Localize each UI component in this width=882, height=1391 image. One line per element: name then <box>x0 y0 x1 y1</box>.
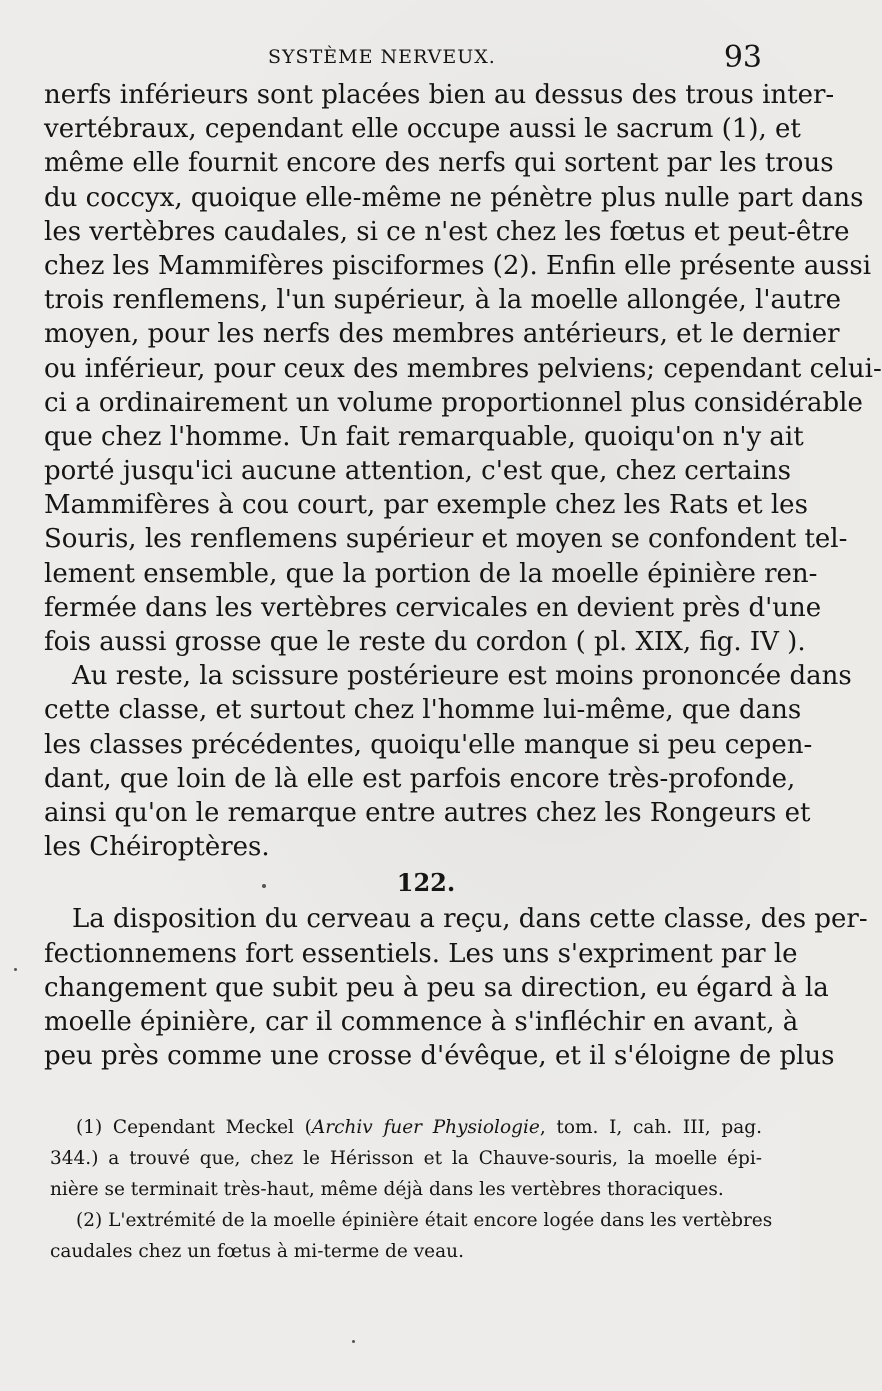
text-line: changement que subit peu à peu sa direction, eu égard à la <box>44 972 829 1003</box>
running-head: SYSTÈME NERVEUX. <box>268 46 496 68</box>
footnotes <box>50 1112 773 1267</box>
text-line: fois aussi grosse que le reste du cordon ( pl. XIX, fig. IV ). <box>44 627 806 657</box>
text-line: Mammifères à cou court, par exemple chez les Rats et les <box>44 490 808 521</box>
text-line: fermée dans les vertèbres cervicales en devient près d'une <box>44 592 822 623</box>
text-line: lement ensemble, que la portion de la moelle épinière ren- <box>44 558 818 589</box>
text-line: fectionnemens fort essentiels. Les uns s'expriment par le <box>44 938 798 969</box>
text-line: vertébraux, cependant elle occupe aussi le sacrum (1), et <box>44 114 801 145</box>
paper-speck <box>14 968 17 971</box>
footnote-2: (2) L'extrémité de la moelle épinière était encore logée dans les vertèbres <box>76 1210 773 1231</box>
text-line: peu près comme une crosse d'évêque, et il s'éloigne de plus <box>44 1041 835 1072</box>
text-line: que chez l'homme. Un fait remarquable, quoiqu'on n'y ait <box>44 421 804 452</box>
text-line: Souris, les renflemens supérieur et moyen se confondent tel- <box>44 524 848 555</box>
text-line: dant, que loin de là elle est parfois encore très-profonde, <box>44 763 796 794</box>
footnote-1-suffix: , tom. I, cah. III, pag. <box>539 1117 762 1138</box>
text-line: même elle fournit encore des nerfs qui sortent par les trous <box>44 148 834 179</box>
text-line: ou inférieur, pour ceux des membres pelviens; cependant celui- <box>44 353 882 384</box>
text-line: porté jusqu'ici aucune attention, c'est que, chez certains <box>44 456 791 487</box>
paper-speck <box>352 1340 355 1343</box>
paragraph-start-line: Au reste, la scissure postérieure est moins prononcée dans <box>72 661 852 692</box>
text-line: les vertèbres caudales, si ce n'est chez les fœtus et peut-être <box>44 216 850 247</box>
footnote-line: caudales chez un fœtus à mi-terme de veau. <box>50 1241 464 1262</box>
section-number: 122. <box>396 868 456 898</box>
footnote-line: nière se terminait très-haut, même déjà dans les vertèbres thoraciques. <box>50 1179 724 1200</box>
text-line: nerfs inférieurs sont placées bien au dessus des trous inter- <box>44 80 835 110</box>
footnote-1-prefix: (1) Cependant Meckel ( <box>76 1117 312 1138</box>
page-header <box>0 40 800 80</box>
text-line: moelle épinière, car il commence à s'infléchir en avant, à <box>44 1006 799 1037</box>
text-line: ainsi qu'on le remarque entre autres chez les Rongeurs et <box>44 797 811 828</box>
footnote-line: 344.) a trouvé que, chez le Hérisson et la Chauve-souris, la moelle épi- <box>50 1148 762 1169</box>
paper-speck <box>262 884 266 888</box>
text-line: moyen, pour les nerfs des membres antérieurs, et le dernier <box>44 319 840 350</box>
text-line: cette classe, et surtout chez l'homme lui-même, que dans <box>44 695 802 726</box>
text-line: chez les Mammifères pisciformes (2). Enfin elle présente aussi <box>44 250 872 281</box>
footnote-1 <box>50 1112 762 1143</box>
text-line: les classes précédentes, quoiqu'elle manque si peu cepen- <box>44 729 813 760</box>
page-number: 93 <box>723 40 762 75</box>
text-line: trois renflemens, l'un supérieur, à la moelle allongée, l'autre <box>44 285 841 316</box>
text-line: ci a ordinairement un volume proportionnel plus considérable <box>44 387 863 418</box>
paragraph-start-line: La disposition du cerveau a reçu, dans cette classe, des per- <box>72 904 868 935</box>
text-line: du coccyx, quoique elle-même ne pénètre plus nulle part dans <box>44 182 864 213</box>
text-line: les Chéiroptères. <box>44 832 270 863</box>
main-text <box>44 78 882 1073</box>
footnote-1-title: Archiv fuer Physiologie <box>311 1117 540 1138</box>
